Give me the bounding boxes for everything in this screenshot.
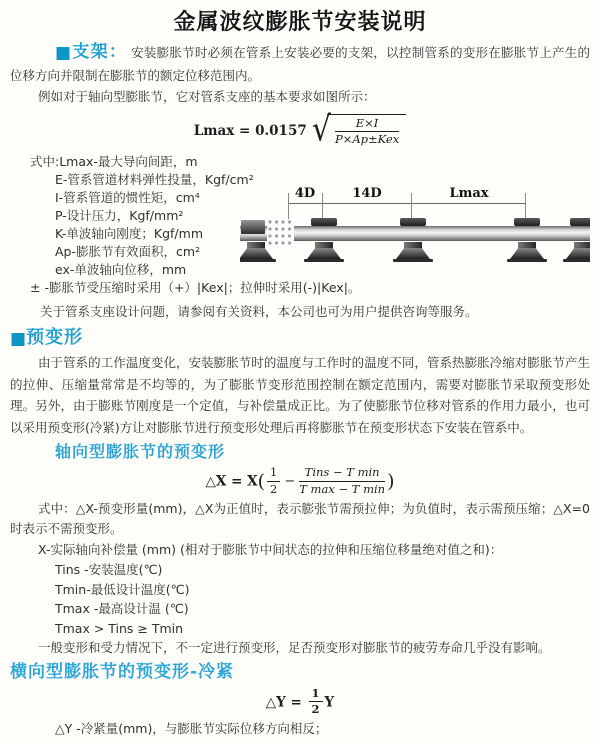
fraction-denominator: 2	[269, 481, 278, 496]
fraction-numerator: E×I	[335, 117, 399, 133]
pipe-support-icon	[507, 216, 547, 264]
support-base	[240, 248, 273, 259]
fraction-numerator: Tins − T min	[299, 466, 385, 482]
support-example-text: 例如对于轴向型膨胀节，它对管系支座的基本要求如图所示：	[38, 89, 376, 104]
support-section-heading: 支架：	[72, 42, 128, 62]
lateral-formula-rhs: Y	[324, 693, 335, 710]
minus-sign: −	[284, 473, 296, 489]
fraction-denominator: T max − T min	[299, 481, 386, 496]
support-cap	[570, 218, 590, 226]
definition-line: I-管系管道的惯性矩，cm⁴	[55, 190, 200, 206]
radicand	[327, 114, 406, 148]
lateral-formula-lhs: △Y =	[265, 693, 307, 710]
half-fraction	[309, 687, 323, 718]
support-plate	[563, 259, 590, 262]
support-intro-paragraph	[10, 42, 590, 86]
support-cap	[311, 218, 337, 226]
document-page	[0, 8, 600, 745]
axial-formula-lhs: △X = X	[205, 473, 258, 490]
support-plate	[507, 259, 547, 262]
support-plate	[393, 259, 433, 262]
pipe-support-icon	[393, 216, 433, 264]
definition-line: E-管系管道材料弹性投量，Kgf/cm²	[55, 172, 254, 188]
fraction-numerator: 1	[267, 466, 280, 482]
axial-desc1-text: 式中：△X-预变形量(mm)，△X为正值时，表示膨张节需预拉伸；为负值时，表示需预压缩；△X=0时表示不需预变形。	[10, 500, 590, 537]
definition-line: P-设计压力，Kgf/mm²	[55, 208, 184, 224]
support-note-text: 关于管系支座设计问题，请参阅有关资料，本公司也可为用户提供咨询等服务。	[40, 304, 478, 320]
support-neck	[404, 242, 422, 249]
lmax-fraction	[335, 117, 399, 148]
dimension-line	[288, 203, 526, 204]
support-base	[307, 248, 341, 259]
predeform-paragraph: 由于管系的工作温度变化，安装膨胀节时的温度与工作时的温度不同，管系热膨胀冷缩对膨胀节产生的拉伸、压缩量常常是不均等的，为了膨胀节变形范围控制在额定范围内，需要对膨胀节采取预变形处理。另外，由于膨账节刚度是一个定值，与补偿量成正比。为了使膨胀节位移对管系的作用力最小，也可以采用预变形(冷紧)方让对膨胀节进行预变形处理后再将膨胀节在预变形状态下安装在管系中。	[10, 355, 590, 435]
support-intro-text: 安装膨胀节时必须在管系上安装必要的支架，以控制管系的变形在膨胀节上产生的位移方向并限制在膨胀节的额定位移范围内。	[10, 45, 590, 83]
support-plate	[240, 259, 276, 262]
fraction-denominator: 2	[311, 702, 320, 717]
temperature-fraction	[299, 466, 385, 497]
definition-line: ex-单波轴向位移，mm	[55, 262, 187, 278]
pipe-support-icon	[563, 216, 590, 264]
support-base	[566, 248, 590, 259]
diagram-label-14d: 14D	[352, 186, 382, 202]
section-bullet-icon: ■	[10, 329, 27, 350]
axial-predeform-formula	[10, 466, 590, 497]
axial-subheading: 轴向型膨胀节的预变形	[55, 442, 226, 462]
half-fraction	[267, 466, 280, 497]
temp-definition-line: Tins -安装温度(℃)	[55, 562, 163, 578]
temp-definition-line: Tmax -最高设计温 (℃)	[55, 601, 189, 617]
support-neck	[247, 242, 265, 249]
support-base	[510, 248, 544, 259]
support-cap	[241, 220, 265, 234]
support-base	[396, 248, 430, 259]
lmax-formula-lhs: Lmax = 0.0157	[193, 122, 307, 139]
support-neck	[315, 242, 333, 249]
fraction-denominator: P×Ap±Kex	[334, 132, 400, 147]
lateral-predeform-formula	[10, 687, 590, 718]
diagram-label-lmax: Lmax	[449, 186, 489, 202]
temp-definition-line: Tmin-最低设计温度(℃)	[55, 581, 190, 597]
definitions-and-diagram	[10, 153, 590, 299]
support-neck	[518, 242, 536, 249]
lateral-desc-text: △Y -冷紧量(mm)，与膨胀节实际位移方向相反；	[55, 721, 328, 737]
lateral-subheading: 横向型膨胀节的预变形-冷紧	[10, 661, 235, 682]
axial-note-text: 一般变形和受力情况下，不一定进行预变形，足否预变形对膨胀节的疲劳寿命几乎没有影响。	[38, 640, 551, 656]
support-plate	[304, 259, 344, 262]
open-paren: (	[257, 470, 265, 493]
definition-line: ± -膨胀节受压缩时采用（+）|Kex|；拉伸时采用(-)|Kex|。	[30, 280, 361, 296]
axial-desc2-text: X-实际轴向补偿量 (mm) (相对于膨胀节中间状态的拉伸和压缩位移量绝对值之和)：	[38, 541, 503, 557]
temp-inequality-line: Tmax > Tins ≥ Tmin	[55, 620, 184, 636]
pipe-support-icon	[304, 216, 344, 264]
definition-line: K-单波轴向刚度；Kgf/mm	[55, 226, 203, 242]
definition-line: 式中:Lmax-最大导向间距，m	[30, 154, 198, 170]
fraction-numerator: 1	[309, 687, 323, 703]
support-cap	[400, 218, 426, 226]
support-cap	[514, 218, 540, 226]
lmax-formula	[10, 109, 590, 150]
predeform-heading-label: 预变形	[26, 327, 84, 349]
definition-line: Ap-膨胀节有效面积，cm²	[55, 244, 201, 260]
section-bullet-icon: ■	[55, 43, 72, 63]
sqrt-expression	[311, 109, 406, 150]
predeform-section-heading	[10, 327, 590, 350]
support-neck	[574, 242, 590, 249]
close-paren: )	[387, 470, 395, 493]
pipe-support-diagram	[240, 186, 590, 270]
anchor-support-icon	[240, 216, 276, 264]
page-title: 金属波纹膨胀节安装说明	[173, 10, 427, 35]
diagram-label-4d: 4D	[294, 186, 316, 202]
radical-sign: √	[311, 109, 331, 150]
